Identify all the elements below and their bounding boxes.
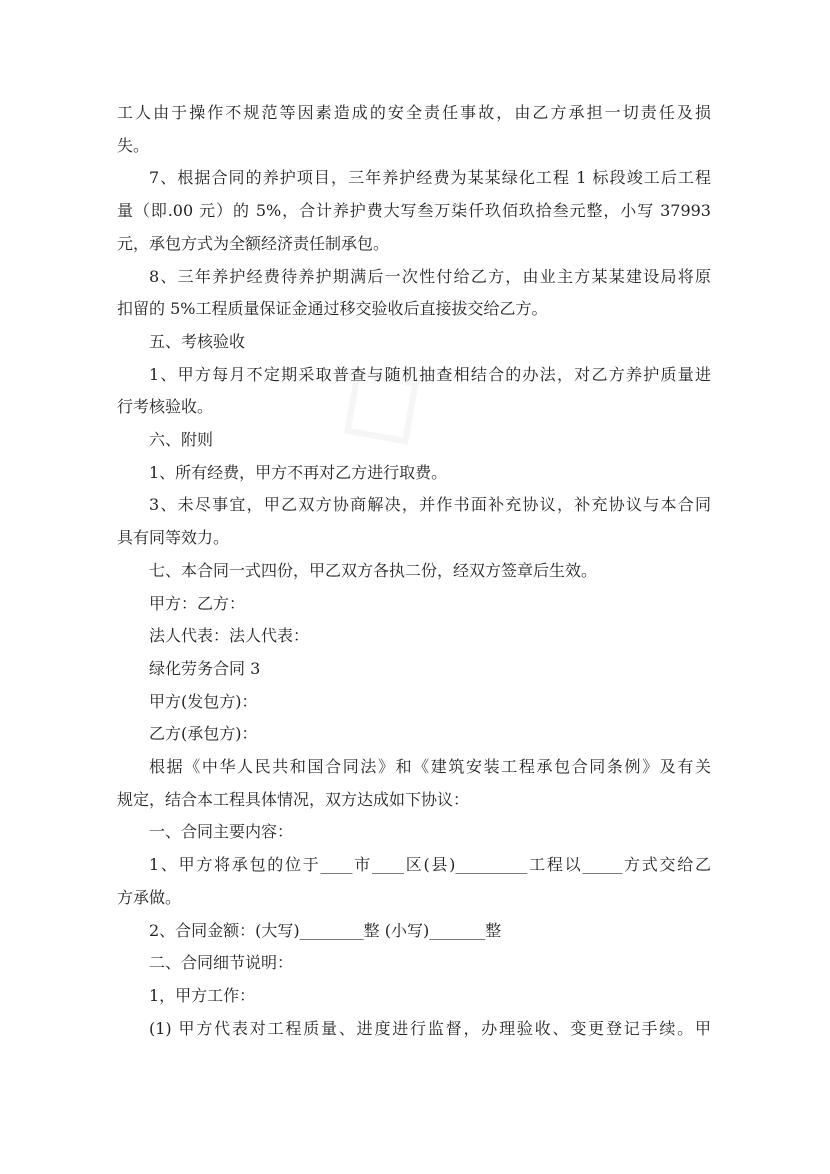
text-line: 甲方(发包方)： (149, 691, 258, 711)
text-line: 元，承包方式为全额经济责任制承包。 (117, 233, 390, 253)
text-line: 绿化劳务合同 3 (149, 658, 261, 678)
text-line: 六、附则 (149, 430, 214, 449)
text-line: 七、本合同一式四份，甲乙双方各执二份，经双方签章后生效。 (149, 560, 598, 580)
text-line: 8、三年养护经费待养护期满后一次性付给乙方，由业主方某某建设局将原 (149, 266, 711, 286)
text-line: 2、合同金额：(大写)________整 (小写)_______整 (149, 920, 502, 940)
text-line: 方承做。 (117, 887, 182, 907)
text-line: (1) 甲方代表对工程质量、进度进行监督，办理验收、变更登记手续。甲 (149, 1018, 711, 1038)
text-line: 量（即.00 元）的 5%，合计养护费大写叁万柒仟玖佰玖拾叁元整，小写 37993 (117, 201, 711, 221)
text-line: 3、未尽事宜，甲乙双方协商解决，并作书面补充协议，补充协议与本合同 (149, 495, 711, 515)
text-line: 根据《中华人民共和国合同法》和《建筑安装工程承包合同条例》及有关 (149, 757, 711, 776)
text-line: 1，甲方工作： (149, 985, 256, 1005)
text-line: 一、合同主要内容： (149, 822, 294, 842)
text-line: 五、考核验收 (149, 331, 246, 351)
text-line: 1、甲方每月不定期采取普查与随机抽查相结合的办法，对乙方养护质量进 (149, 364, 711, 384)
text-line: 乙方(承包方)： (149, 724, 258, 744)
text-line: 工人由于操作不规范等因素造成的安全责任事故，由乙方承担一切责任及损 (117, 103, 711, 122)
text-line: 法人代表：法人代表： (149, 626, 310, 646)
text-line: 扣留的 5%工程质量保证金通过移交验收后直接拔交给乙方。 (117, 299, 548, 319)
text-line: 具有同等效力。 (117, 528, 230, 548)
text-line: 7、根据合同的养护项目，三年养护经费为某某绿化工程 1 标段竣工后工程 (149, 168, 711, 188)
text-line: 行考核验收。 (117, 397, 214, 417)
text-line: 失。 (117, 135, 150, 155)
text-line: 二、合同细节说明： (149, 953, 294, 973)
text-line: 1、甲方将承包的位于____市____区(县)_________工程以_____方式交给乙 (149, 855, 711, 875)
text-line: 规定，结合本工程具体情况，双方达成如下协议： (117, 789, 470, 809)
text-line: 1、所有经费，甲方不再对乙方进行取费。 (149, 462, 448, 482)
text-line: 甲方：乙方： (149, 593, 246, 613)
